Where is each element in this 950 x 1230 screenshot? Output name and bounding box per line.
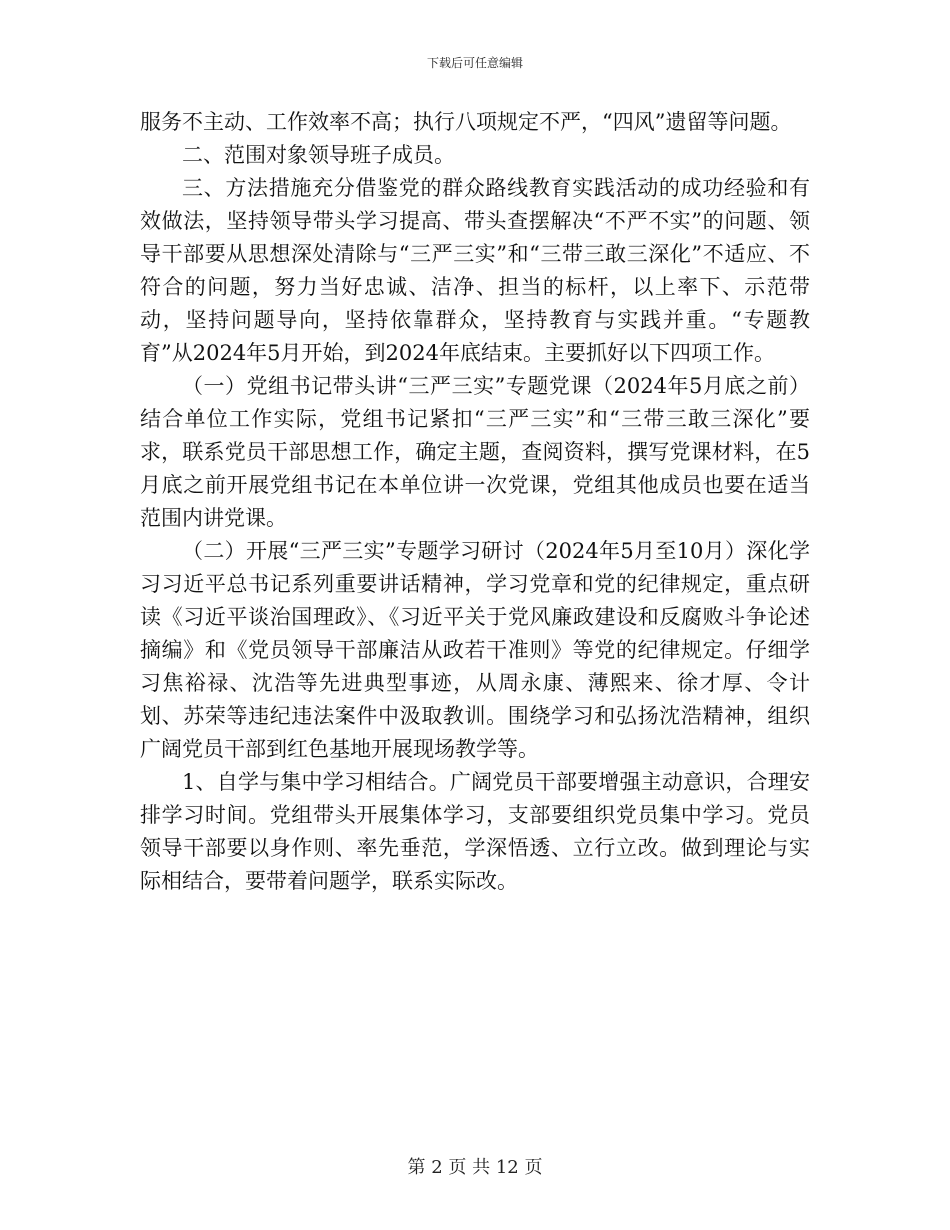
document-body: [140, 106, 810, 898]
paragraph-continued: 服务不主动、工作效率不高；执行八项规定不严，“四风”遗留等问题。: [140, 110, 792, 134]
paragraph-self-study: 1、自学与集中学习相结合。广阔党员干部要增强主动意识，合理安排学习时间。党组带头开展集体学习，支部要组织党员集中学习。党员领导干部要以身作则、率先垂范，学深悟透、立行立改。做到理论与实际相结合，要带着问题学，联系实际改。: [140, 770, 810, 893]
paragraph-study-seminar: （二）开展“三严三实”专题学习研讨（2024年5月至10月）深化学习习近平总书记系列重要讲话精神，学习党章和党的纪律规定，重点研读《习近平谈治国理政》、《习近平关于党风廉政建设和反腐败斗争论述摘编》和《党员领导干部廉洁从政若干准则》等党的纪律规定。仔细学习焦裕禄、沈浩等先进典型事迹，从周永康、薄熙来、徐才厚、令计划、苏荣等违纪违法案件中汲取教训。围绕学习和弘扬沈浩精神，组织广阔党员干部到红色基地开展现场教学等。: [140, 539, 810, 761]
paragraph-scope: 二、范围对象领导班子成员。: [182, 143, 455, 167]
page-number-footer: 第 2 页 共 12 页: [407, 1157, 543, 1178]
paragraph-methods: 三、方法措施充分借鉴党的群众路线教育实践活动的成功经验和有效做法，坚持领导带头学习提高、带头查摆解决“不严不实”的问题、领导干部要从思想深处清除与“三严三实”和“三带三敢三深化”不适应、不符合的问题，努力当好忠诚、洁净、担当的标杆，以上率下、示范带动，坚持问题导向，坚持依靠群众，坚持教育与实践并重。“专题教育”从2024年5月开始，到2024年底结束。主要抓好以下四项工作。: [140, 176, 810, 365]
paragraph-party-lecture: （一）党组书记带头讲“三严三实”专题党课（2024年5月底之前）结合单位工作实际，党组书记紧扣“三严三实”和“三带三敢三深化”要求，联系党员干部思想工作，确定主题，查阅资料，撰写党课材料，在5月底之前开展党组书记在本单位讲一次党课，党组其他成员也要在适当范围内讲党课。: [140, 374, 810, 530]
page-header-note: 下载后可任意编辑: [426, 56, 523, 70]
